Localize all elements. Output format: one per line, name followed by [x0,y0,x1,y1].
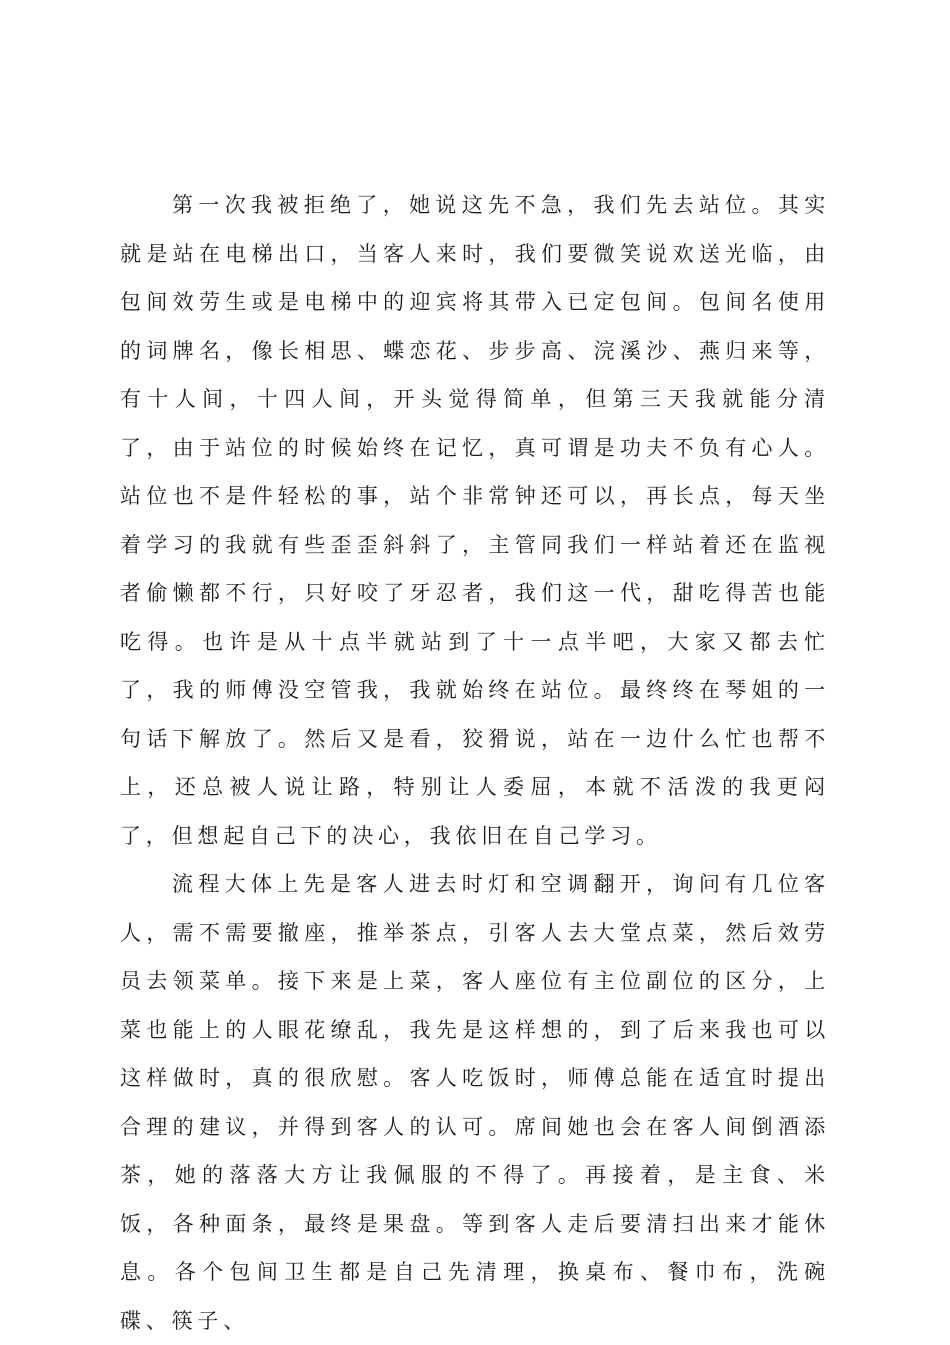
paragraph-2: 流程大体上先是客人进去时灯和空调翻开，询问有几位客人，需不需要撤座，推举茶点，引客人去大堂点菜，然后效劳员去领菜单。接下来是上菜，客人座位有主位副位的区分，上菜也能上的人眼花缭乱，我先是这样想的，到了后来我也可以这样做时，真的很欣慰。客人吃饭时，师傅总能在适宜时提出合理的建议，并得到客人的认可。席间她也会在客人间倒酒添茶，她的落落大方让我佩服的不得了。再接着，是主食、米饭，各种面条，最终是果盘。等到客人走后要清扫出来才能休息。各个包间卫生都是自己先清理，换桌布、餐巾布，洗碗碟、筷子、 [120,872,830,1333]
document-body [120,181,830,1345]
paragraph-1: 第一次我被拒绝了，她说这先不急，我们先去站位。其实就是站在电梯出口，当客人来时，我们要微笑说欢送光临，由包间效劳生或是电梯中的迎宾将其带入已定包间。包间名使用的词牌名，像长相思、蝶恋花、步步高、浣溪沙、燕归来等，有十人间，十四人间，开头觉得简单，但第三天我就能分清了，由于站位的时候始终在记忆，真可谓是功夫不负有心人。站位也不是件轻松的事，站个非常钟还可以，再长点，每天坐着学习的我就有些歪歪斜斜了，主管同我们一样站着还在监视者偷懒都不行，只好咬了牙忍者，我们这一代，甜吃得苦也能吃得。也许是从十点半就站到了十一点半吧，大家又都去忙了，我的师傅没空管我，我就始终在站位。最终终在琴姐的一句话下解放了。然后又是看，狡猾说，站在一边什么忙也帮不上，还总被人说让路，特别让人委屈，本就不活泼的我更闷了，但想起自己下的决心，我依旧在自己学习。 [120,193,830,848]
